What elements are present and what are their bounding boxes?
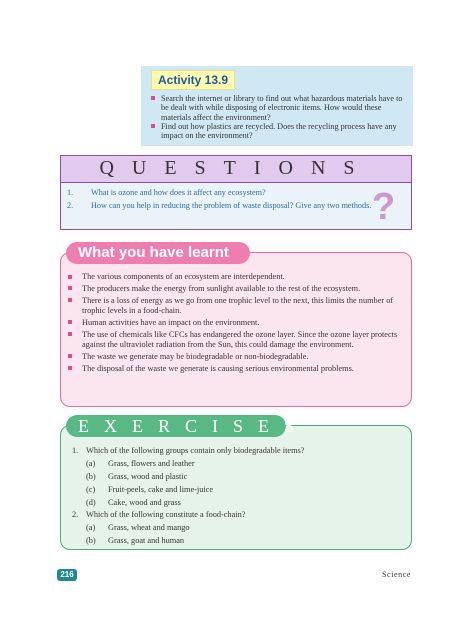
option-label: (b) bbox=[86, 536, 96, 545]
option-text: Fruit-peels, cake and lime-juice bbox=[108, 485, 214, 494]
bullet-icon bbox=[68, 286, 72, 290]
list-item: The producers make the energy from sunlight available to the rest of the ecosystem. bbox=[68, 284, 402, 294]
exercises-heading: EXERCISES bbox=[66, 415, 286, 437]
exercise-question: Which of the following constitute a food-chain? bbox=[86, 510, 246, 519]
bullet-icon bbox=[68, 332, 72, 336]
list-item: The use of chemicals like CFCs has endangered the ozone layer. Since the ozone layer protects against the ultraviolet radiation from the Sun, this could damage the environment. bbox=[68, 330, 402, 350]
subject-label: Science bbox=[382, 570, 412, 579]
exercise-number: 2. bbox=[72, 510, 79, 519]
option-text: Grass, goat and human bbox=[108, 536, 185, 545]
bullet-icon bbox=[68, 275, 72, 279]
bullet-icon bbox=[68, 298, 72, 302]
list-item: There is a loss of energy as we go from one trophic level to the next, this limits the number of trophic levels in a food-chain. bbox=[68, 296, 402, 316]
activity-label: Activity 13.9 bbox=[151, 70, 235, 90]
list-item: The waste we generate may be biodegradable or non-biodegradable. bbox=[68, 352, 402, 362]
bullet-icon bbox=[151, 124, 155, 128]
bullet-icon bbox=[68, 320, 72, 324]
bullet-icon bbox=[68, 354, 72, 358]
bullet-icon bbox=[151, 96, 155, 100]
question-mark-icon: ? bbox=[372, 186, 396, 228]
option-label: (a) bbox=[86, 523, 96, 532]
questions-box: 1. What is ozone and how does it affect any ecosystem? 2. How can you help in reducing the problem of waste disposal? Give any two methods. bbox=[60, 183, 412, 230]
option-label: (d) bbox=[86, 498, 96, 507]
exercise-number: 1. bbox=[72, 446, 79, 455]
option-label: (b) bbox=[86, 472, 96, 481]
list-item: The disposal of the waste we generate is causing serious environmental problems. bbox=[68, 364, 402, 374]
learnt-heading: What you have learnt bbox=[66, 242, 250, 264]
page-number: 216 bbox=[57, 569, 77, 581]
option-text: Grass, wheat and mango bbox=[108, 523, 190, 532]
option-text: Grass, wood and plastic bbox=[108, 472, 188, 481]
activity-list bbox=[151, 94, 405, 140]
option-label: (a) bbox=[86, 459, 96, 468]
list-item: The various components of an ecosystem are interdependent. bbox=[68, 272, 402, 282]
option-label: (c) bbox=[86, 485, 96, 494]
list-item: Find out how plastics are recycled. Does the recycling process have any impact on the environment? bbox=[151, 122, 405, 141]
list-item: Search the internet or library to find out what hazardous materials have to be dealt with while disposing of electronic items. How would these materials affect the environment? bbox=[151, 94, 405, 122]
bullet-icon bbox=[68, 366, 72, 370]
learnt-list bbox=[68, 272, 402, 375]
list-item: Human activities have an impact on the environment. bbox=[68, 318, 402, 328]
activity-box bbox=[141, 66, 413, 146]
exercise-question: Which of the following groups contain only biodegradable items? bbox=[86, 446, 305, 455]
option-text: Grass, flowers and leather bbox=[108, 459, 195, 468]
questions-heading: QUESTIONS bbox=[60, 155, 412, 183]
option-text: Cake, wood and grass bbox=[108, 498, 181, 507]
